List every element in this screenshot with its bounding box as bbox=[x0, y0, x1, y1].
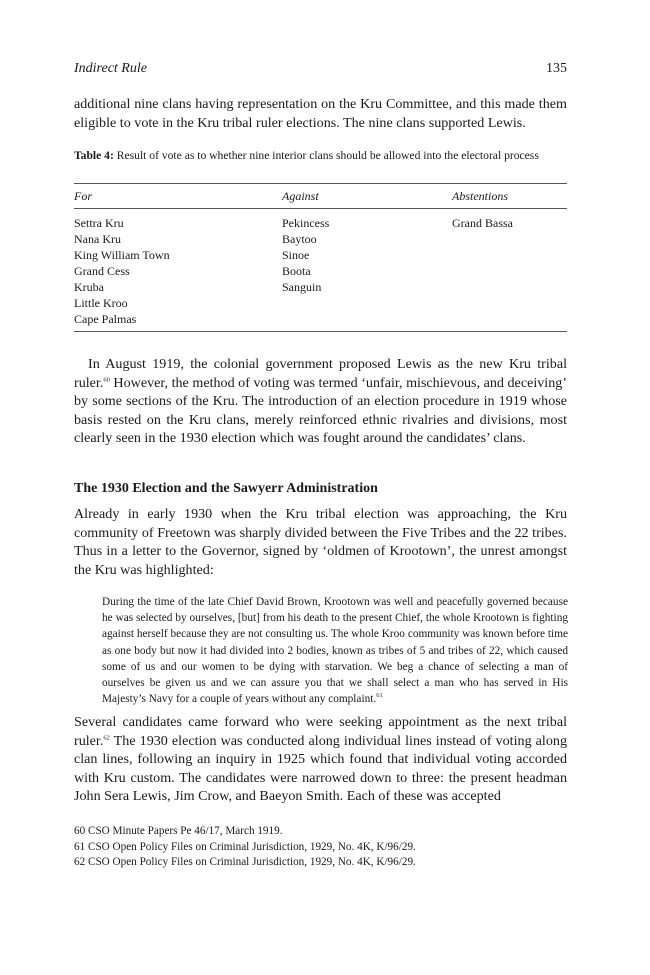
paragraph-text: However, the method of voting was termed ‘unfair, mischievous, and deceiving’ by some sections of the Kru. The introduction of an election procedure in 1919 whose basis rested on the Kru clans, merely reinforced ethnic rivalries and divisions, most clearly seen in the 1930 election which was fought around the candidates’ clans. bbox=[74, 374, 567, 446]
table-column-for-item: Nana Kru bbox=[74, 232, 121, 246]
section-heading: The 1930 Election and the Sawyerr Administration bbox=[74, 481, 378, 496]
table-caption-text: Result of vote as to whether nine interior clans should be allowed into the electoral process bbox=[116, 149, 539, 162]
footnotes bbox=[74, 824, 567, 871]
table-top-rule bbox=[74, 183, 567, 184]
table-bottom-rule bbox=[74, 331, 567, 332]
paragraph-text: In August 1919, the colonial government proposed Lewis as the new Kru tribal ruler. bbox=[74, 356, 567, 391]
table-column-against-item: Sanguin bbox=[282, 280, 322, 294]
table-column-for-item: Grand Cess bbox=[74, 264, 130, 278]
table-header-abstentions: Abstentions bbox=[452, 189, 508, 203]
running-head-title: Indirect Rule bbox=[74, 61, 147, 76]
table-column-abstentions bbox=[452, 215, 513, 231]
paragraph-1919-proposal bbox=[74, 355, 567, 448]
table-column-abstentions-item: Grand Bassa bbox=[452, 216, 513, 230]
paragraph-krootown-letter: Already in early 1930 when the Kru tribal election was approaching, the Kru community of Freetown was sharply divided between the Five Tribes and the 22 tribes. Thus in a letter to the Governor, signed by ‘oldmen of Krootown’, the unrest amongst the Kru was highlighted: bbox=[74, 506, 567, 578]
footnote-ref-61: 61 bbox=[376, 692, 383, 700]
table-label: Table 4: bbox=[74, 149, 114, 162]
paragraph-text: Several candidates came forward who were seeking appointment as the next tribal ruler. bbox=[74, 714, 567, 749]
footnotes-item: 61 CSO Open Policy Files on Criminal Jurisdiction, 1929, No. 4K, K/96/29. bbox=[74, 840, 416, 853]
paragraph-continued: additional nine clans having representation on the Kru Committee, and this made them eligible to vote in the Kru tribal ruler elections. The nine clans supported Lewis. bbox=[74, 96, 567, 131]
table-header-rule bbox=[74, 208, 567, 209]
table-column-for-item: Kruba bbox=[74, 280, 104, 294]
footnote-ref-62: 62 bbox=[103, 733, 110, 741]
table-column-for-item: King William Town bbox=[74, 248, 170, 262]
table-caption bbox=[74, 148, 567, 164]
table-column-for-item: Settra Kru bbox=[74, 216, 124, 230]
block-quote bbox=[102, 594, 568, 707]
page-number: 135 bbox=[546, 61, 567, 76]
table-header-for: For bbox=[74, 189, 92, 203]
table-column-against-item: Boota bbox=[282, 264, 311, 278]
table-column-against bbox=[282, 215, 329, 295]
table-column-for bbox=[74, 215, 170, 327]
table-column-against-item: Pekincess bbox=[282, 216, 330, 230]
table-column-against-item: Baytoo bbox=[282, 232, 317, 246]
running-head bbox=[74, 61, 567, 77]
footnotes-item: 62 CSO Open Policy Files on Criminal Jurisdiction, 1929, No. 4K, K/96/29. bbox=[74, 856, 416, 868]
paragraph-1930-election bbox=[74, 713, 567, 806]
paragraph-text: The 1930 election was conducted along individual lines instead of voting along clan lines, following an inquiry in 1925 which found that individual voting accorded with Kru custom. The candidates were narrowed down to three: the present headman John Sera Lewis, Jim Crow, and Baeyon Smith. Each of these was accepted bbox=[74, 732, 567, 804]
table-column-for-item: Little Kroo bbox=[74, 296, 128, 310]
footnotes-item: 60 CSO Minute Papers Pe 46/17, March 1919. bbox=[74, 825, 283, 837]
table-column-against-item: Sinoe bbox=[282, 248, 310, 262]
footnote-ref-60: 60 bbox=[103, 375, 110, 383]
table-header-against: Against bbox=[282, 189, 319, 203]
table-column-for-item: Cape Palmas bbox=[74, 312, 137, 326]
block-quote-text: During the time of the late Chief David Brown, Krootown was well and peacefully governed because he was selected by ourselves, [but] from his death to the present Chief, the whole Krootown is fighting against herself because they are not consulting us. The whole Kroo community was known before time as one body but now it had divided into 2 bodies, known as tribes of 5 and tribes of 22, which caused some of us and our women to be dying with starvation. We beg a chance of selecting a man of ourselves be given us and we can assure you that we shall select a man who has served in His Majesty’s Navy for a couple of years without any complaint. bbox=[102, 596, 568, 706]
